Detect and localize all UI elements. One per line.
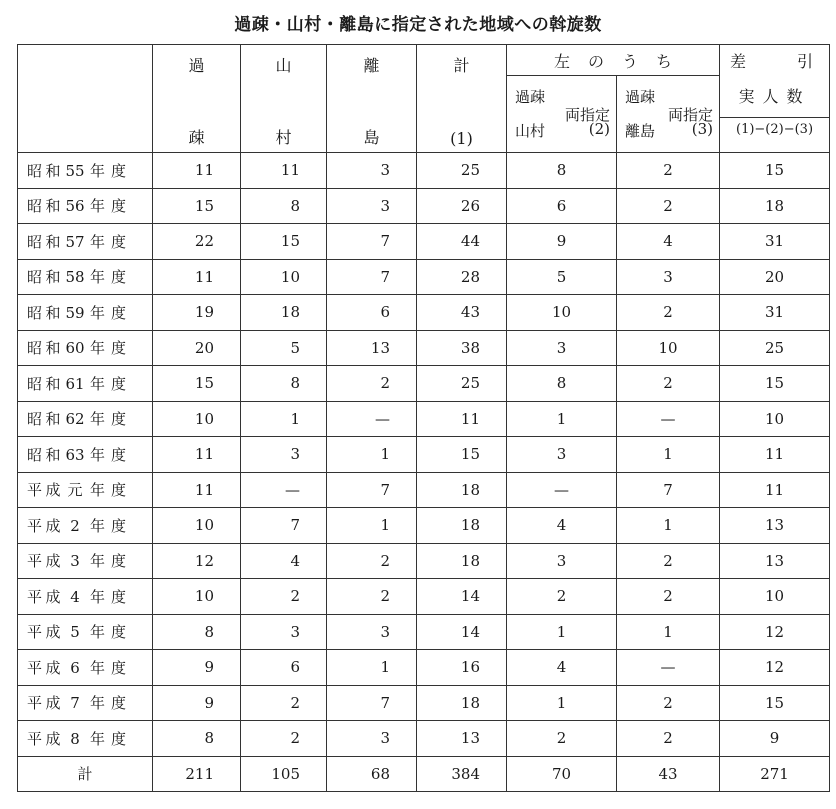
- cell-kaso: 10: [153, 401, 241, 437]
- header-ritou-top: 離: [363, 56, 380, 75]
- cell-total: 25: [417, 366, 507, 402]
- cell-total: 18: [417, 472, 507, 508]
- cell-kaso-ritou: 2: [617, 579, 720, 615]
- year-number: 5: [70, 623, 80, 642]
- cell-kaso-ritou: 1: [617, 614, 720, 650]
- table-row: [18, 579, 830, 615]
- year-era: 昭和: [27, 268, 65, 287]
- cell-net: 10: [720, 401, 830, 437]
- table-row: [18, 401, 830, 437]
- year-number: 55: [65, 161, 85, 180]
- year-number: 8: [70, 729, 80, 748]
- cell-total: 18: [417, 543, 507, 579]
- table-body: [18, 153, 830, 757]
- header-net-line1a: 差: [730, 52, 747, 71]
- cell-kaso-ritou: 2: [617, 543, 720, 579]
- table-row: [18, 188, 830, 224]
- cell-net: 10: [720, 579, 830, 615]
- row-year-label: [18, 366, 153, 402]
- header-corner: [18, 45, 153, 153]
- cell-total: 38: [417, 330, 507, 366]
- year-era: 昭和: [27, 303, 65, 322]
- cell-ritou: 7: [327, 472, 417, 508]
- table-row: [18, 543, 830, 579]
- cell-ritou: 2: [327, 579, 417, 615]
- cell-kaso-sanson: 1: [507, 614, 617, 650]
- cell-net: 11: [720, 437, 830, 473]
- year-suffix: 年度: [90, 339, 133, 358]
- year-number: 60: [65, 339, 85, 358]
- cell-ritou: 3: [327, 188, 417, 224]
- year-suffix: 年度: [90, 694, 133, 713]
- header-total-top: 計: [453, 56, 470, 75]
- table-row: [18, 224, 830, 260]
- cell-kaso-sanson: 2: [507, 721, 617, 757]
- year-era: 平成: [27, 623, 65, 642]
- cell-kaso: 15: [153, 366, 241, 402]
- cell-kaso-sanson: 4: [507, 650, 617, 686]
- cell-sanson: 6: [241, 650, 327, 686]
- total-kaso-sanson: 70: [507, 756, 617, 791]
- year-era: 昭和: [27, 197, 65, 216]
- header-sub1-line3: 山村: [515, 122, 546, 140]
- cell-kaso: 11: [153, 437, 241, 473]
- cell-sanson: 3: [241, 437, 327, 473]
- total-row: [18, 756, 830, 791]
- row-year-label: [18, 721, 153, 757]
- header-total-bottom: (1): [450, 129, 473, 148]
- cell-sanson: 7: [241, 508, 327, 544]
- cell-kaso-sanson: 10: [507, 295, 617, 331]
- cell-ritou: 1: [327, 437, 417, 473]
- cell-total: 11: [417, 401, 507, 437]
- cell-kaso-sanson: 8: [507, 366, 617, 402]
- cell-kaso-ritou: 10: [617, 330, 720, 366]
- header-net-line1b: 引: [797, 52, 814, 71]
- table-row: [18, 614, 830, 650]
- header-row-top: [18, 45, 830, 76]
- row-year-label: [18, 259, 153, 295]
- cell-ritou: 7: [327, 259, 417, 295]
- cell-net: 31: [720, 295, 830, 331]
- row-year-label: [18, 401, 153, 437]
- cell-sanson: 3: [241, 614, 327, 650]
- header-sub2-line2: 両指定: [668, 106, 714, 124]
- row-year-label: [18, 472, 153, 508]
- cell-kaso: 11: [153, 259, 241, 295]
- header-sub1-line2: 両指定: [564, 106, 610, 124]
- year-suffix: 年度: [90, 481, 133, 500]
- header-kaso: [153, 45, 241, 153]
- row-year-label: [18, 437, 153, 473]
- cell-kaso-sanson: 1: [507, 685, 617, 721]
- cell-sanson: 15: [241, 224, 327, 260]
- placement-table: [17, 44, 830, 792]
- cell-sanson: 2: [241, 685, 327, 721]
- cell-kaso: 15: [153, 188, 241, 224]
- year-era: 昭和: [27, 232, 65, 251]
- cell-kaso-sanson: 9: [507, 224, 617, 260]
- cell-kaso-ritou: 3: [617, 259, 720, 295]
- year-era: 平成: [27, 694, 65, 713]
- year-suffix: 年度: [90, 445, 133, 464]
- table-row: [18, 685, 830, 721]
- cell-kaso-sanson: 4: [507, 508, 617, 544]
- year-number: 3: [70, 552, 80, 571]
- header-sub2-mark: (3): [691, 120, 714, 138]
- cell-ritou: 7: [327, 224, 417, 260]
- header-ritou-bottom: 島: [363, 128, 380, 147]
- cell-net: 25: [720, 330, 830, 366]
- table-row: [18, 437, 830, 473]
- table-row: [18, 259, 830, 295]
- cell-kaso-ritou: 4: [617, 224, 720, 260]
- cell-net: 31: [720, 224, 830, 260]
- year-number: 62: [65, 410, 85, 429]
- cell-total: 44: [417, 224, 507, 260]
- cell-kaso-sanson: 2: [507, 579, 617, 615]
- year-era: 平成: [27, 481, 65, 500]
- year-suffix: 年度: [90, 161, 133, 180]
- header-net-count: [720, 45, 830, 153]
- cell-kaso-ritou: —: [617, 401, 720, 437]
- cell-kaso: 20: [153, 330, 241, 366]
- total-ritou: 68: [327, 756, 417, 791]
- cell-ritou: 2: [327, 366, 417, 402]
- year-number: 58: [65, 268, 85, 287]
- header-sub2-line1: 過疎: [625, 88, 656, 106]
- year-suffix: 年度: [90, 303, 133, 322]
- year-era: 平成: [27, 516, 65, 535]
- cell-sanson: 8: [241, 366, 327, 402]
- year-suffix: 年度: [90, 374, 133, 393]
- cell-kaso-sanson: 5: [507, 259, 617, 295]
- cell-net: 12: [720, 650, 830, 686]
- header-total: [417, 45, 507, 153]
- header-ritou: [327, 45, 417, 153]
- cell-kaso: 11: [153, 153, 241, 189]
- table-row: [18, 508, 830, 544]
- table-row: [18, 721, 830, 757]
- cell-net: 20: [720, 259, 830, 295]
- table-row: [18, 330, 830, 366]
- cell-kaso: 9: [153, 650, 241, 686]
- table-row: [18, 295, 830, 331]
- table-row: [18, 153, 830, 189]
- year-era: 平成: [27, 552, 65, 571]
- row-year-label: [18, 295, 153, 331]
- year-era: 昭和: [27, 339, 65, 358]
- header-net-line2: 実人数: [738, 87, 811, 106]
- cell-kaso: 19: [153, 295, 241, 331]
- cell-total: 16: [417, 650, 507, 686]
- cell-kaso: 10: [153, 508, 241, 544]
- year-suffix: 年度: [90, 552, 133, 571]
- year-era: 平成: [27, 729, 65, 748]
- cell-total: 13: [417, 721, 507, 757]
- table-row: [18, 650, 830, 686]
- cell-ritou: 7: [327, 685, 417, 721]
- cell-sanson: 2: [241, 579, 327, 615]
- cell-net: 12: [720, 614, 830, 650]
- cell-kaso-ritou: 2: [617, 295, 720, 331]
- cell-ritou: 3: [327, 721, 417, 757]
- cell-sanson: 11: [241, 153, 327, 189]
- year-number: 元: [67, 481, 83, 500]
- header-kaso-sanson: [507, 76, 617, 153]
- header-sub1-line1: 過疎: [515, 88, 546, 106]
- row-year-label: [18, 188, 153, 224]
- cell-ritou: 1: [327, 508, 417, 544]
- year-suffix: 年度: [90, 197, 133, 216]
- header-net-formula: (1)−(2)−(3): [736, 122, 814, 137]
- table-row: [18, 472, 830, 508]
- year-suffix: 年度: [90, 623, 133, 642]
- cell-kaso: 9: [153, 685, 241, 721]
- cell-kaso-sanson: 1: [507, 401, 617, 437]
- cell-sanson: 4: [241, 543, 327, 579]
- row-year-label: [18, 543, 153, 579]
- cell-net: 9: [720, 721, 830, 757]
- year-era: 昭和: [27, 410, 65, 429]
- year-number: 56: [65, 197, 85, 216]
- header-kaso-ritou: [617, 76, 720, 153]
- row-year-label: [18, 224, 153, 260]
- cell-net: 11: [720, 472, 830, 508]
- cell-ritou: 3: [327, 153, 417, 189]
- year-number: 57: [65, 232, 85, 251]
- cell-kaso: 11: [153, 472, 241, 508]
- cell-total: 26: [417, 188, 507, 224]
- cell-kaso-ritou: —: [617, 650, 720, 686]
- header-sanson-top: 山: [275, 56, 292, 75]
- row-year-label: [18, 508, 153, 544]
- cell-sanson: 10: [241, 259, 327, 295]
- cell-kaso-sanson: 3: [507, 543, 617, 579]
- year-era: 平成: [27, 587, 65, 606]
- header-sanson-bottom: 村: [275, 128, 292, 147]
- cell-kaso-sanson: 8: [507, 153, 617, 189]
- cell-ritou: —: [327, 401, 417, 437]
- cell-ritou: 3: [327, 614, 417, 650]
- cell-total: 14: [417, 579, 507, 615]
- cell-kaso-sanson: 3: [507, 437, 617, 473]
- cell-ritou: 1: [327, 650, 417, 686]
- cell-kaso: 12: [153, 543, 241, 579]
- cell-sanson: 18: [241, 295, 327, 331]
- year-suffix: 年度: [90, 587, 133, 606]
- year-suffix: 年度: [90, 516, 133, 535]
- cell-kaso: 8: [153, 721, 241, 757]
- year-number: 2: [70, 516, 80, 535]
- table-title: 過疎・山村・離島に指定された地域への斡旋数: [234, 15, 602, 35]
- total-label: 計: [18, 756, 153, 791]
- cell-net: 13: [720, 543, 830, 579]
- cell-net: 15: [720, 685, 830, 721]
- cell-kaso-ritou: 2: [617, 685, 720, 721]
- cell-kaso-sanson: 3: [507, 330, 617, 366]
- cell-total: 15: [417, 437, 507, 473]
- year-suffix: 年度: [90, 268, 133, 287]
- year-era: 平成: [27, 658, 65, 677]
- year-number: 6: [70, 658, 80, 677]
- cell-net: 13: [720, 508, 830, 544]
- cell-total: 18: [417, 685, 507, 721]
- cell-kaso: 10: [153, 579, 241, 615]
- cell-total: 43: [417, 295, 507, 331]
- cell-sanson: 2: [241, 721, 327, 757]
- cell-kaso-sanson: —: [507, 472, 617, 508]
- total-sum: 384: [417, 756, 507, 791]
- cell-net: 15: [720, 366, 830, 402]
- header-group-of-which: 左のうち: [507, 45, 720, 76]
- row-year-label: [18, 650, 153, 686]
- year-suffix: 年度: [90, 410, 133, 429]
- cell-kaso: 8: [153, 614, 241, 650]
- year-number: 7: [70, 694, 80, 713]
- year-number: 63: [65, 445, 85, 464]
- year-number: 4: [70, 587, 80, 606]
- cell-total: 14: [417, 614, 507, 650]
- cell-kaso-ritou: 2: [617, 721, 720, 757]
- year-number: 59: [65, 303, 85, 322]
- cell-kaso-ritou: 7: [617, 472, 720, 508]
- header-sub1-mark: (2): [588, 120, 610, 138]
- cell-kaso-ritou: 2: [617, 366, 720, 402]
- year-suffix: 年度: [90, 729, 133, 748]
- year-era: 昭和: [27, 374, 65, 393]
- total-sanson: 105: [241, 756, 327, 791]
- cell-kaso-ritou: 2: [617, 188, 720, 224]
- cell-sanson: —: [241, 472, 327, 508]
- cell-ritou: 6: [327, 295, 417, 331]
- cell-ritou: 2: [327, 543, 417, 579]
- header-sub2-line3: 離島: [625, 122, 656, 140]
- cell-kaso: 22: [153, 224, 241, 260]
- cell-kaso-sanson: 6: [507, 188, 617, 224]
- header-sanson: [241, 45, 327, 153]
- year-era: 昭和: [27, 445, 65, 464]
- year-number: 61: [65, 374, 85, 393]
- cell-total: 28: [417, 259, 507, 295]
- cell-total: 18: [417, 508, 507, 544]
- cell-sanson: 8: [241, 188, 327, 224]
- cell-sanson: 5: [241, 330, 327, 366]
- header-kaso-top: 過: [188, 56, 205, 75]
- cell-net: 15: [720, 153, 830, 189]
- row-year-label: [18, 579, 153, 615]
- header-kaso-bottom: 疎: [188, 128, 205, 147]
- total-kaso: 211: [153, 756, 241, 791]
- table-row: [18, 366, 830, 402]
- year-suffix: 年度: [90, 658, 133, 677]
- year-era: 昭和: [27, 161, 65, 180]
- row-year-label: [18, 153, 153, 189]
- total-net: 271: [720, 756, 830, 791]
- cell-sanson: 1: [241, 401, 327, 437]
- cell-total: 25: [417, 153, 507, 189]
- cell-kaso-ritou: 2: [617, 153, 720, 189]
- row-year-label: [18, 330, 153, 366]
- cell-ritou: 13: [327, 330, 417, 366]
- year-suffix: 年度: [90, 232, 133, 251]
- row-year-label: [18, 614, 153, 650]
- total-kaso-ritou: 43: [617, 756, 720, 791]
- row-year-label: [18, 685, 153, 721]
- cell-net: 18: [720, 188, 830, 224]
- cell-kaso-ritou: 1: [617, 437, 720, 473]
- cell-kaso-ritou: 1: [617, 508, 720, 544]
- header-net-divider: [720, 117, 829, 118]
